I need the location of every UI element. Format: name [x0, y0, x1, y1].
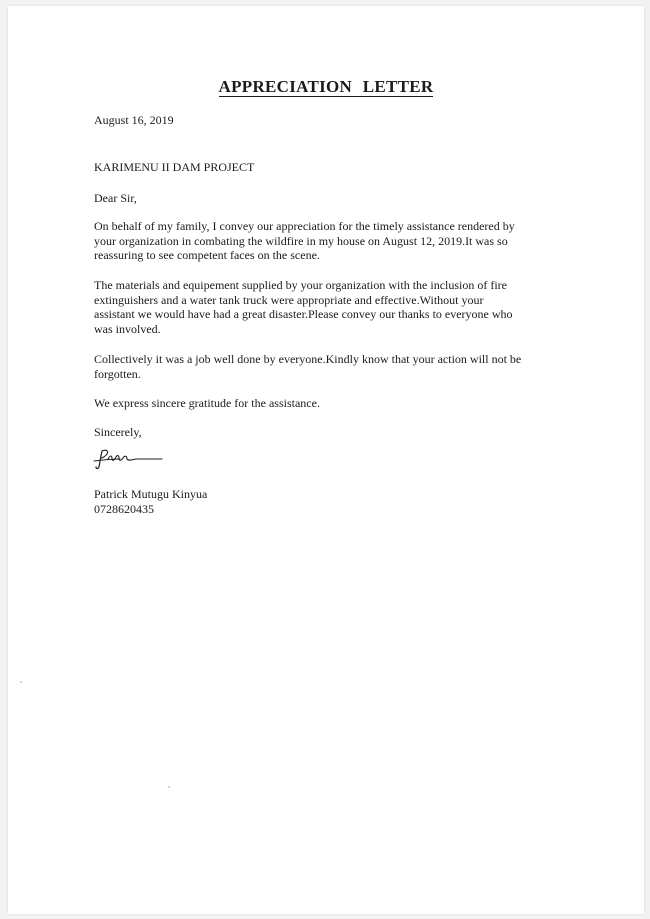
paragraph-line: assistant we would have had a great disaster.Please convey our thanks to everyone who — [94, 307, 513, 321]
letter-page — [8, 6, 644, 914]
paragraph-line: forgotten. — [94, 366, 141, 381]
signer-phone: 0728620435 — [94, 502, 154, 516]
scan-speck — [20, 681, 22, 683]
paragraph-2 — [94, 278, 554, 336]
letter-date: August 16, 2019 — [94, 113, 174, 127]
scan-speck — [168, 786, 170, 788]
paragraph-line: The materials and equipement supplied by your organization with the inclusion of fire — [94, 278, 508, 292]
paragraph-line: your organization in combating the wildfire in my house on August 12, 2019.It was so — [94, 233, 508, 248]
paragraph-3 — [94, 352, 554, 381]
closing: Sincerely, — [94, 425, 142, 439]
project-name: KARIMENU II DAM PROJECT — [94, 160, 255, 174]
handwritten-signature — [88, 446, 178, 470]
paragraph-1 — [94, 219, 554, 263]
paragraph-line: reassuring to see competent faces on the scene. — [94, 248, 320, 262]
paragraph-line: was involved. — [94, 321, 161, 336]
salutation: Dear Sir, — [94, 191, 137, 205]
paragraph-4 — [94, 396, 554, 411]
letter-title-text: APPRECIATION LETTER — [218, 77, 434, 96]
letter-title — [8, 77, 644, 97]
paragraph-line: extinguishers and a water tank truck were appropriate and effective.Without your — [94, 292, 484, 307]
paragraph-line: Collectively it was a job well done by everyone.Kindly know that your action will not be — [94, 352, 522, 366]
paragraph-line: On behalf of my family, I convey our appreciation for the timely assistance rendered by — [94, 219, 515, 233]
paragraph-line: We express sincere gratitude for the assistance. — [94, 396, 320, 410]
signer-name: Patrick Mutugu Kinyua — [94, 487, 208, 501]
